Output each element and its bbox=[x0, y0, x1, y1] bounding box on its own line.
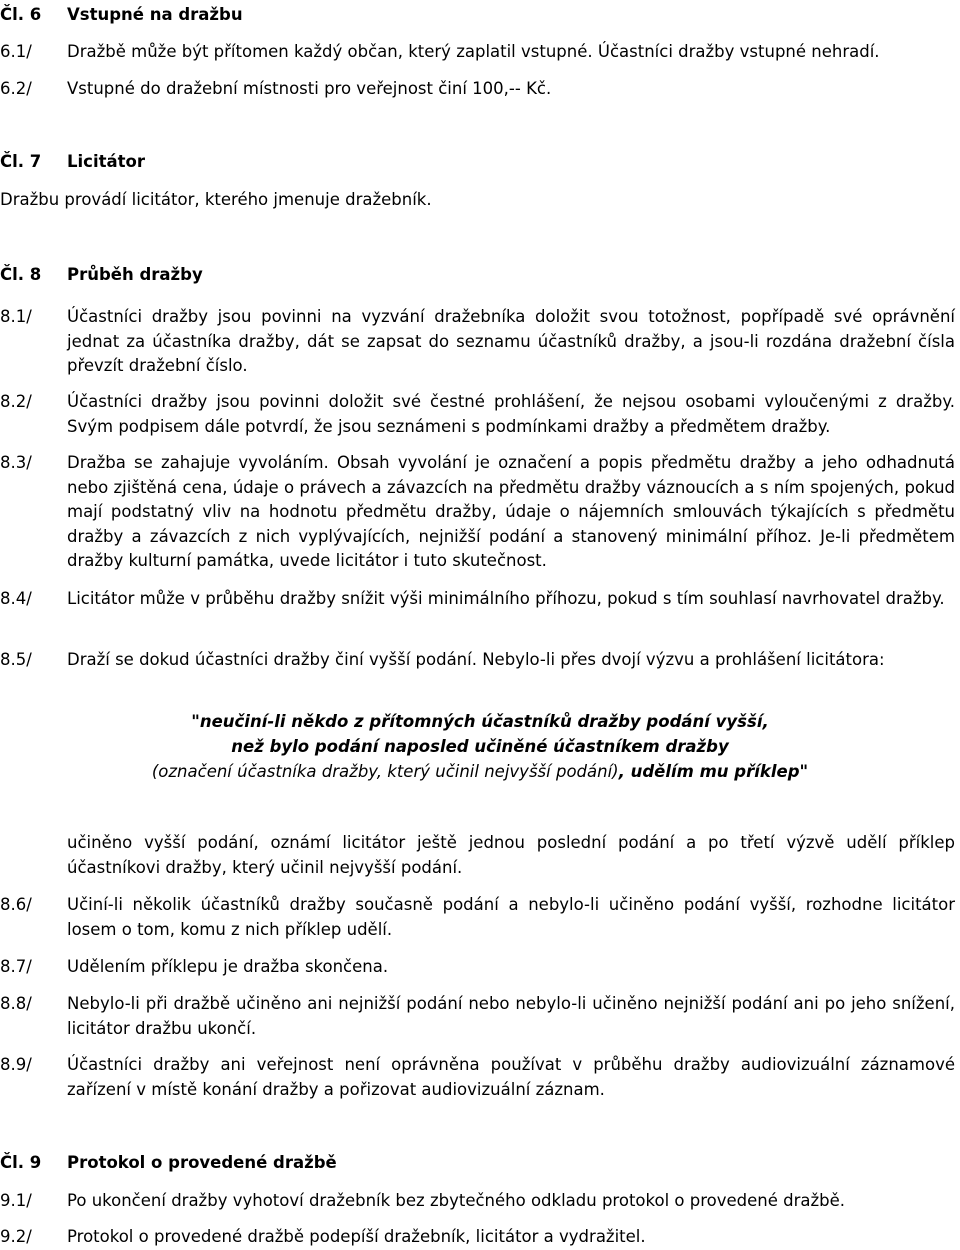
paragraph-number: 8.8/ bbox=[0, 994, 32, 1013]
paragraph-text: Účastníci dražby ani veřejnost není oprávněna používat v průběhu dražby audiovizuální záznamové zařízení v místě konání dražby a pořizovat audiovizuální záznam. bbox=[67, 1055, 955, 1099]
quote-line-3-bold: , udělím mu příklep" bbox=[618, 762, 809, 781]
paragraph-text: Dražbu provádí licitátor, kterého jmenuje dražebník. bbox=[0, 190, 432, 209]
paragraph-number: 8.6/ bbox=[0, 895, 32, 914]
paragraph-text: Učiní-li několik účastníků dražby současně podání a nebylo-li učiněno podání vyšší, rozhodne licitátor losem o tom, komu z nich příklep udělí. bbox=[67, 895, 955, 939]
quote-line-2: než bylo podání naposled učiněné účastníkem dražby bbox=[231, 737, 729, 756]
paragraph-number: 8.2/ bbox=[0, 392, 32, 411]
paragraph-text: Protokol o provedené dražbě podepíší dražebník, licitátor a vydražitel. bbox=[67, 1227, 646, 1246]
quote-line-3-italic: (označení účastníka dražby, který učinil nejvyšší podání) bbox=[151, 762, 619, 781]
paragraph-text: Udělením příklepu je dražba skončena. bbox=[67, 957, 389, 976]
article-number: Čl. 6 bbox=[0, 5, 42, 24]
paragraph-text: Dražbě může být přítomen každý občan, který zaplatil vstupné. Účastníci dražby vstupné nehradí. bbox=[67, 42, 880, 61]
paragraph-text: Vstupné do dražební místnosti pro veřejnost činí 100,-- Kč. bbox=[67, 79, 552, 98]
paragraph-text: Draží se dokud účastníci dražby činí vyšší podání. Nebylo-li přes dvojí výzvu a prohlášení licitátora: bbox=[67, 650, 885, 669]
paragraph-number: 6.2/ bbox=[0, 79, 32, 98]
paragraph-number: 6.1/ bbox=[0, 42, 32, 61]
paragraph-number: 8.7/ bbox=[0, 957, 32, 976]
paragraph-number: 9.1/ bbox=[0, 1191, 32, 1210]
paragraph-text: Nebylo-li při dražbě učiněno ani nejnižší podání nebo nebylo-li učiněno nejnižší podání ani po jeho snížení, licitátor dražbu ukončí. bbox=[67, 994, 955, 1038]
paragraph-number: 8.4/ bbox=[0, 589, 32, 608]
paragraph-number: 9.2/ bbox=[0, 1227, 32, 1246]
article-number: Čl. 7 bbox=[0, 152, 42, 171]
paragraph-text: učiněno vyšší podání, oznámí licitátor ještě jednou poslední podání a po třetí výzvě udělí příklep účastníkovi dražby, který učinil nejvyšší podání. bbox=[67, 833, 955, 877]
quote-line-3 bbox=[0, 760, 960, 785]
quote-line-1: "neučiní-li někdo z přítomných účastníků dražby podání vyšší, bbox=[191, 712, 769, 731]
paragraph-text: Účastníci dražby jsou povinni doložit své čestné prohlášení, že nejsou osobami vyloučenými z dražby. Svým podpisem dále potvrdí, že jsou seznámeni s podmínkami dražby a předmětem dražby. bbox=[67, 392, 955, 436]
paragraph-number: 8.1/ bbox=[0, 307, 32, 326]
paragraph-number: 8.5/ bbox=[0, 650, 32, 669]
article-title: Průběh dražby bbox=[67, 265, 203, 284]
article-number: Čl. 8 bbox=[0, 265, 42, 284]
paragraph-number: 8.3/ bbox=[0, 453, 32, 472]
article-title: Licitátor bbox=[67, 152, 145, 171]
paragraph-text: Po ukončení dražby vyhotoví dražebník bez zbytečného odkladu protokol o provedené dražbě. bbox=[67, 1191, 846, 1210]
article-number: Čl. 9 bbox=[0, 1153, 42, 1172]
article-title: Vstupné na dražbu bbox=[67, 5, 243, 24]
paragraph-text: Účastníci dražby jsou povinni na vyzvání dražebníka doložit svou totožnost, popřípadě své oprávnění jednat za účastníka dražby, dát se zapsat do seznamu účastníků dražby, a jsou-li rozdána dražební čísla převzít dražební číslo. bbox=[67, 307, 955, 375]
paragraph-text: Licitátor může v průběhu dražby snížit výši minimálního příhozu, pokud s tím souhlasí navrhovatel dražby. bbox=[67, 589, 945, 608]
article-title: Protokol o provedené dražbě bbox=[67, 1153, 337, 1172]
paragraph-text: Dražba se zahajuje vyvoláním. Obsah vyvolání je označení a popis předmětu dražby a jeho odhadnutá nebo zjištěná cena, údaje o právech a závazcích na předmětu dražby váznoucích a s ním spojených, pokud mají podstatný vliv na hodnotu předmětu dražby, údaje o nájemních smlouvách týkajících s předmětu dražby a závazcích z nich vyplývajících, nejnižší podání a stanovený minimální příhoz. Je-li předmětem dražby kulturní památka, uvede licitátor i tuto skutečnost. bbox=[67, 453, 955, 570]
paragraph-number: 8.9/ bbox=[0, 1055, 32, 1074]
